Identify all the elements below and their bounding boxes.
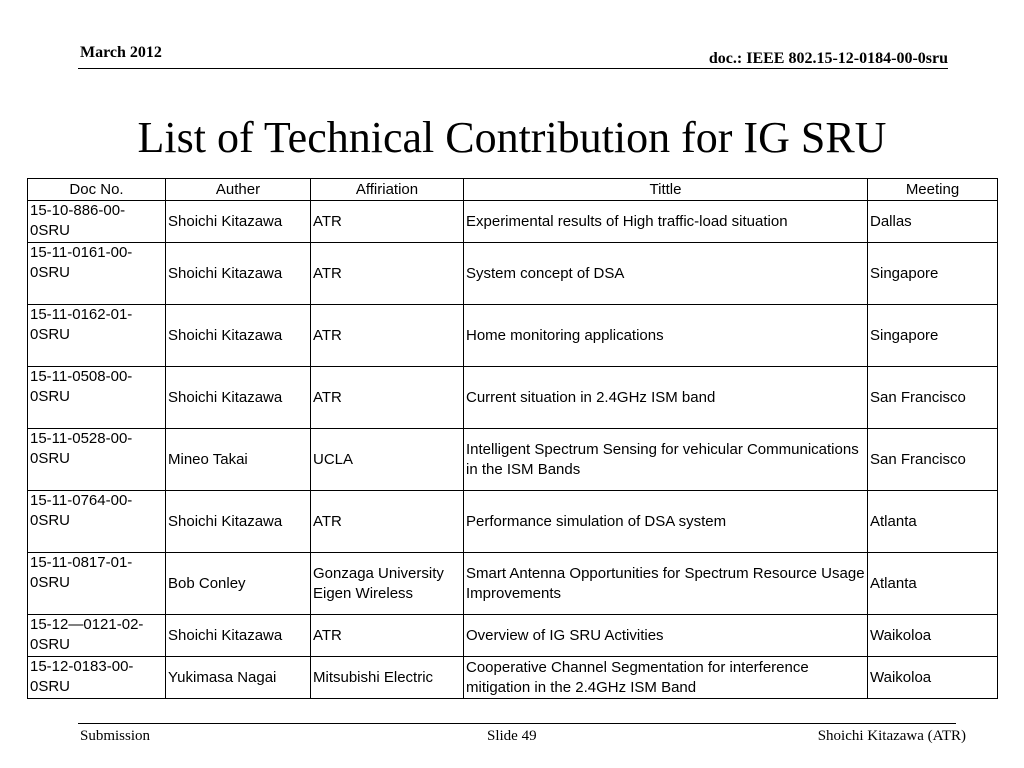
affiliation-cell: ATR	[311, 615, 464, 657]
doc-number-cell: 15-12-0183-00-0SRU	[28, 657, 166, 699]
footer-submission: Submission	[80, 728, 151, 744]
table-header-row	[28, 179, 998, 201]
contribution-table	[27, 178, 998, 699]
title-cell: Home monitoring applications	[464, 305, 868, 367]
affiliation-cell: ATR	[311, 491, 464, 553]
table-row	[28, 429, 998, 491]
meeting-cell: Atlanta	[868, 553, 998, 615]
meeting-cell: San Francisco	[868, 367, 998, 429]
meeting-cell: Singapore	[868, 243, 998, 305]
column-header-doc-no: Doc No.	[28, 179, 166, 201]
table-row	[28, 553, 998, 615]
slide-title: List of Technical Contribution for IG SRU	[137, 113, 887, 162]
affiliation-cell: ATR	[311, 243, 464, 305]
title-cell: Cooperative Channel Segmentation for interference mitigation in the 2.4GHz ISM Band	[464, 657, 868, 699]
column-header-author: Auther	[166, 179, 311, 201]
author-cell: Shoichi Kitazawa	[166, 201, 311, 243]
doc-number-cell: 15-11-0528-00-0SRU	[28, 429, 166, 491]
meeting-cell: Dallas	[868, 201, 998, 243]
author-cell: Yukimasa Nagai	[166, 657, 311, 699]
affiliation-cell: Mitsubishi Electric	[311, 657, 464, 699]
column-header-meeting: Meeting	[868, 179, 998, 201]
doc-number-cell: 15-10-886-00-0SRU	[28, 201, 166, 243]
affiliation-cell: ATR	[311, 201, 464, 243]
meeting-cell: Waikoloa	[868, 615, 998, 657]
title-cell: System concept of DSA	[464, 243, 868, 305]
meeting-cell: Atlanta	[868, 491, 998, 553]
column-header-title: Tittle	[464, 179, 868, 201]
author-cell: Shoichi Kitazawa	[166, 615, 311, 657]
table-row	[28, 491, 998, 553]
author-cell: Shoichi Kitazawa	[166, 305, 311, 367]
column-header-affiliation: Affiriation	[311, 179, 464, 201]
doc-number-cell: 15-11-0764-00-0SRU	[28, 491, 166, 553]
meeting-cell: Singapore	[868, 305, 998, 367]
affiliation-cell: Gonzaga University Eigen Wireless	[311, 553, 464, 615]
title-cell: Current situation in 2.4GHz ISM band	[464, 367, 868, 429]
author-cell: Mineo Takai	[166, 429, 311, 491]
doc-number-cell: 15-11-0817-01-0SRU	[28, 553, 166, 615]
table-row	[28, 367, 998, 429]
author-cell: Shoichi Kitazawa	[166, 243, 311, 305]
footer-author: Shoichi Kitazawa (ATR)	[817, 728, 966, 744]
title-cell: Experimental results of High traffic-load situation	[464, 201, 868, 243]
title-cell: Smart Antenna Opportunities for Spectrum Resource Usage Improvements	[464, 553, 868, 615]
affiliation-cell: ATR	[311, 305, 464, 367]
title-cell: Overview of IG SRU Activities	[464, 615, 868, 657]
affiliation-cell: ATR	[311, 367, 464, 429]
author-cell: Bob Conley	[166, 553, 311, 615]
header-doc-id: doc.: IEEE 802.15-12-0184-00-0sru	[708, 50, 948, 67]
title-cell: Intelligent Spectrum Sensing for vehicular Communications in the ISM Bands	[464, 429, 868, 491]
meeting-cell: San Francisco	[868, 429, 998, 491]
header-date: March 2012	[80, 44, 162, 61]
title-cell: Performance simulation of DSA system	[464, 491, 868, 553]
doc-number-cell: 15-12—0121-02-0SRU	[28, 615, 166, 657]
header-divider	[78, 68, 948, 69]
footer-slide-number: Slide 49	[487, 728, 537, 744]
meeting-cell: Waikoloa	[868, 657, 998, 699]
table-row	[28, 201, 998, 243]
footer-divider	[78, 723, 956, 724]
table-row	[28, 657, 998, 699]
table-row	[28, 243, 998, 305]
author-cell: Shoichi Kitazawa	[166, 367, 311, 429]
table-row	[28, 305, 998, 367]
doc-number-cell: 15-11-0508-00-0SRU	[28, 367, 166, 429]
affiliation-cell: UCLA	[311, 429, 464, 491]
author-cell: Shoichi Kitazawa	[166, 491, 311, 553]
doc-number-cell: 15-11-0161-00-0SRU	[28, 243, 166, 305]
doc-number-cell: 15-11-0162-01-0SRU	[28, 305, 166, 367]
table-row	[28, 615, 998, 657]
